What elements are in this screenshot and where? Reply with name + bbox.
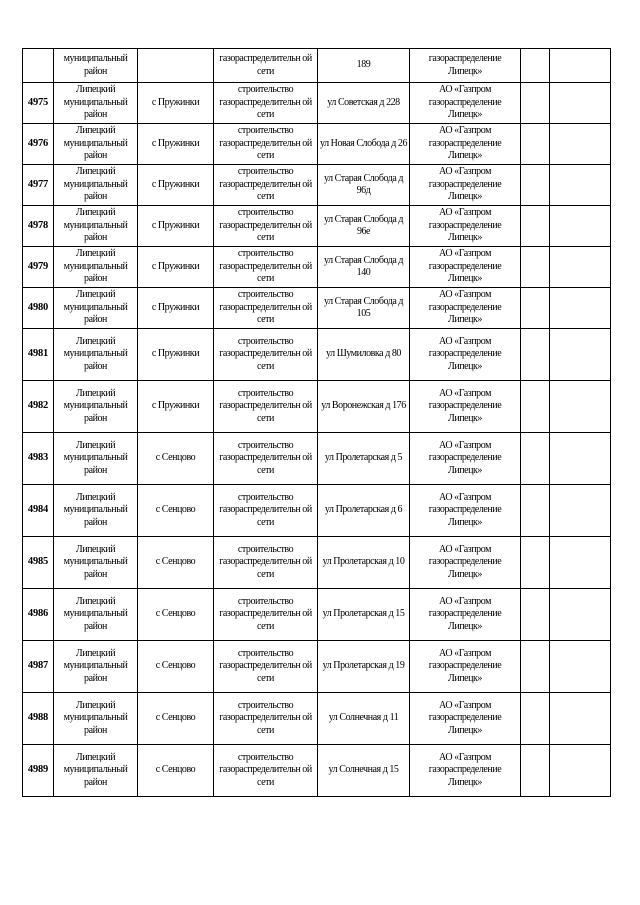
empty-cell-a <box>521 485 550 537</box>
table-row <box>23 693 611 745</box>
address-cell: ул Старая Слобода д 105 <box>318 288 410 329</box>
row-number: 4984 <box>23 485 54 537</box>
district-cell: Липецкий муниципальный район <box>54 329 138 381</box>
empty-cell-b <box>550 693 611 745</box>
district-cell: Липецкий муниципальный район <box>54 381 138 433</box>
empty-cell-b <box>550 485 611 537</box>
row-number: 4989 <box>23 745 54 797</box>
empty-cell-b <box>550 206 611 247</box>
district-cell: Липецкий муниципальный район <box>54 641 138 693</box>
district-cell: муниципальный район <box>54 49 138 83</box>
empty-cell-a <box>521 745 550 797</box>
empty-cell-b <box>550 589 611 641</box>
work-type-cell: строительство газораспределительн ой сети <box>214 589 318 641</box>
empty-cell-a <box>521 124 550 165</box>
address-cell: ул Пролетарская д 10 <box>318 537 410 589</box>
table-row <box>23 641 611 693</box>
address-cell: ул Шумиловка д 80 <box>318 329 410 381</box>
organization-cell: АО «Газпром газораспределение Липецк» <box>410 641 521 693</box>
empty-cell-b <box>550 49 611 83</box>
organization-cell: АО «Газпром газораспределение Липецк» <box>410 124 521 165</box>
address-cell: ул Пролетарская д 5 <box>318 433 410 485</box>
locality-cell: с Сенцово <box>138 589 214 641</box>
registry-table <box>22 48 611 797</box>
work-type-cell: строительство газораспределительн ой сети <box>214 329 318 381</box>
empty-cell-a <box>521 206 550 247</box>
locality-cell: с Пружинки <box>138 165 214 206</box>
row-number: 4978 <box>23 206 54 247</box>
row-number: 4983 <box>23 433 54 485</box>
locality-cell: с Сенцово <box>138 693 214 745</box>
row-number: 4987 <box>23 641 54 693</box>
empty-cell-b <box>550 83 611 124</box>
address-cell: ул Пролетарская д 19 <box>318 641 410 693</box>
work-type-cell: строительство газораспределительн ой сети <box>214 745 318 797</box>
work-type-cell: строительство газораспределительн ой сети <box>214 206 318 247</box>
address-cell: ул Старая Слобода д 96е <box>318 206 410 247</box>
work-type-cell: строительство газораспределительн ой сети <box>214 124 318 165</box>
locality-cell: с Сенцово <box>138 641 214 693</box>
work-type-cell: строительство газораспределительн ой сети <box>214 641 318 693</box>
empty-cell-a <box>521 693 550 745</box>
locality-cell: с Сенцово <box>138 485 214 537</box>
organization-cell: АО «Газпром газораспределение Липецк» <box>410 288 521 329</box>
address-cell: ул Пролетарская д 15 <box>318 589 410 641</box>
row-number: 4982 <box>23 381 54 433</box>
table-row <box>23 83 611 124</box>
empty-cell-b <box>550 381 611 433</box>
empty-cell-a <box>521 49 550 83</box>
table-row <box>23 485 611 537</box>
district-cell: Липецкий муниципальный район <box>54 206 138 247</box>
work-type-cell: строительство газораспределительн ой сети <box>214 247 318 288</box>
address-cell: ул Новая Слобода д 26 <box>318 124 410 165</box>
empty-cell-a <box>521 433 550 485</box>
work-type-cell: строительство газораспределительн ой сети <box>214 288 318 329</box>
locality-cell: с Пружинки <box>138 247 214 288</box>
address-cell: ул Советская д 228 <box>318 83 410 124</box>
locality-cell: с Сенцово <box>138 537 214 589</box>
locality-cell: с Пружинки <box>138 329 214 381</box>
table-row <box>23 589 611 641</box>
address-cell: ул Воронежская д 176 <box>318 381 410 433</box>
empty-cell-a <box>521 589 550 641</box>
table-row <box>23 329 611 381</box>
row-number: 4988 <box>23 693 54 745</box>
empty-cell-b <box>550 433 611 485</box>
organization-cell: АО «Газпром газораспределение Липецк» <box>410 247 521 288</box>
locality-cell: с Пружинки <box>138 83 214 124</box>
district-cell: Липецкий муниципальный район <box>54 247 138 288</box>
work-type-cell: строительство газораспределительн ой сети <box>214 433 318 485</box>
district-cell: Липецкий муниципальный район <box>54 745 138 797</box>
table-row <box>23 381 611 433</box>
locality-cell: с Пружинки <box>138 124 214 165</box>
row-number: 4976 <box>23 124 54 165</box>
address-cell: ул Солнечная д 11 <box>318 693 410 745</box>
table-row <box>23 165 611 206</box>
work-type-cell: строительство газораспределительн ой сети <box>214 485 318 537</box>
locality-cell: с Сенцово <box>138 433 214 485</box>
empty-cell-b <box>550 537 611 589</box>
locality-cell <box>138 49 214 83</box>
organization-cell: АО «Газпром газораспределение Липецк» <box>410 381 521 433</box>
table-row <box>23 247 611 288</box>
empty-cell-a <box>521 537 550 589</box>
work-type-cell: строительство газораспределительн ой сети <box>214 537 318 589</box>
district-cell: Липецкий муниципальный район <box>54 693 138 745</box>
row-number: 4980 <box>23 288 54 329</box>
organization-cell: АО «Газпром газораспределение Липецк» <box>410 329 521 381</box>
address-cell: ул Старая Слобода д 96д <box>318 165 410 206</box>
district-cell: Липецкий муниципальный район <box>54 589 138 641</box>
empty-cell-b <box>550 641 611 693</box>
row-number: 4985 <box>23 537 54 589</box>
work-type-cell: строительство газораспределительн ой сети <box>214 165 318 206</box>
empty-cell-b <box>550 329 611 381</box>
empty-cell-a <box>521 288 550 329</box>
work-type-cell: строительство газораспределительн ой сети <box>214 83 318 124</box>
table-row <box>23 124 611 165</box>
row-number: 4979 <box>23 247 54 288</box>
organization-cell: АО «Газпром газораспределение Липецк» <box>410 206 521 247</box>
empty-cell-a <box>521 83 550 124</box>
row-number <box>23 49 54 83</box>
district-cell: Липецкий муниципальный район <box>54 288 138 329</box>
empty-cell-a <box>521 381 550 433</box>
organization-cell: АО «Газпром газораспределение Липецк» <box>410 485 521 537</box>
table-row <box>23 49 611 83</box>
work-type-cell: строительство газораспределительн ой сети <box>214 693 318 745</box>
locality-cell: с Пружинки <box>138 381 214 433</box>
table-row <box>23 745 611 797</box>
work-type-cell: строительство газораспределительн ой сети <box>214 381 318 433</box>
district-cell: Липецкий муниципальный район <box>54 124 138 165</box>
empty-cell-a <box>521 329 550 381</box>
district-cell: Липецкий муниципальный район <box>54 537 138 589</box>
empty-cell-b <box>550 124 611 165</box>
address-cell: ул Старая Слобода д 140 <box>318 247 410 288</box>
address-cell: ул Солнечная д 15 <box>318 745 410 797</box>
organization-cell: АО «Газпром газораспределение Липецк» <box>410 537 521 589</box>
locality-cell: с Пружинки <box>138 288 214 329</box>
address-cell: ул Пролетарская д 6 <box>318 485 410 537</box>
empty-cell-b <box>550 247 611 288</box>
empty-cell-b <box>550 745 611 797</box>
work-type-cell: газораспределительн ой сети <box>214 49 318 83</box>
table-row <box>23 288 611 329</box>
empty-cell-b <box>550 288 611 329</box>
organization-cell: АО «Газпром газораспределение Липецк» <box>410 433 521 485</box>
district-cell: Липецкий муниципальный район <box>54 83 138 124</box>
organization-cell: АО «Газпром газораспределение Липецк» <box>410 165 521 206</box>
organization-cell: АО «Газпром газораспределение Липецк» <box>410 589 521 641</box>
empty-cell-a <box>521 247 550 288</box>
row-number: 4981 <box>23 329 54 381</box>
table-row <box>23 537 611 589</box>
empty-cell-a <box>521 165 550 206</box>
table-row <box>23 206 611 247</box>
locality-cell: с Сенцово <box>138 745 214 797</box>
district-cell: Липецкий муниципальный район <box>54 433 138 485</box>
organization-cell: газораспределение Липецк» <box>410 49 521 83</box>
empty-cell-a <box>521 641 550 693</box>
organization-cell: АО «Газпром газораспределение Липецк» <box>410 745 521 797</box>
row-number: 4977 <box>23 165 54 206</box>
address-cell: 189 <box>318 49 410 83</box>
locality-cell: с Пружинки <box>138 206 214 247</box>
district-cell: Липецкий муниципальный район <box>54 485 138 537</box>
table-row <box>23 433 611 485</box>
district-cell: Липецкий муниципальный район <box>54 165 138 206</box>
row-number: 4986 <box>23 589 54 641</box>
row-number: 4975 <box>23 83 54 124</box>
empty-cell-b <box>550 165 611 206</box>
organization-cell: АО «Газпром газораспределение Липецк» <box>410 83 521 124</box>
organization-cell: АО «Газпром газораспределение Липецк» <box>410 693 521 745</box>
